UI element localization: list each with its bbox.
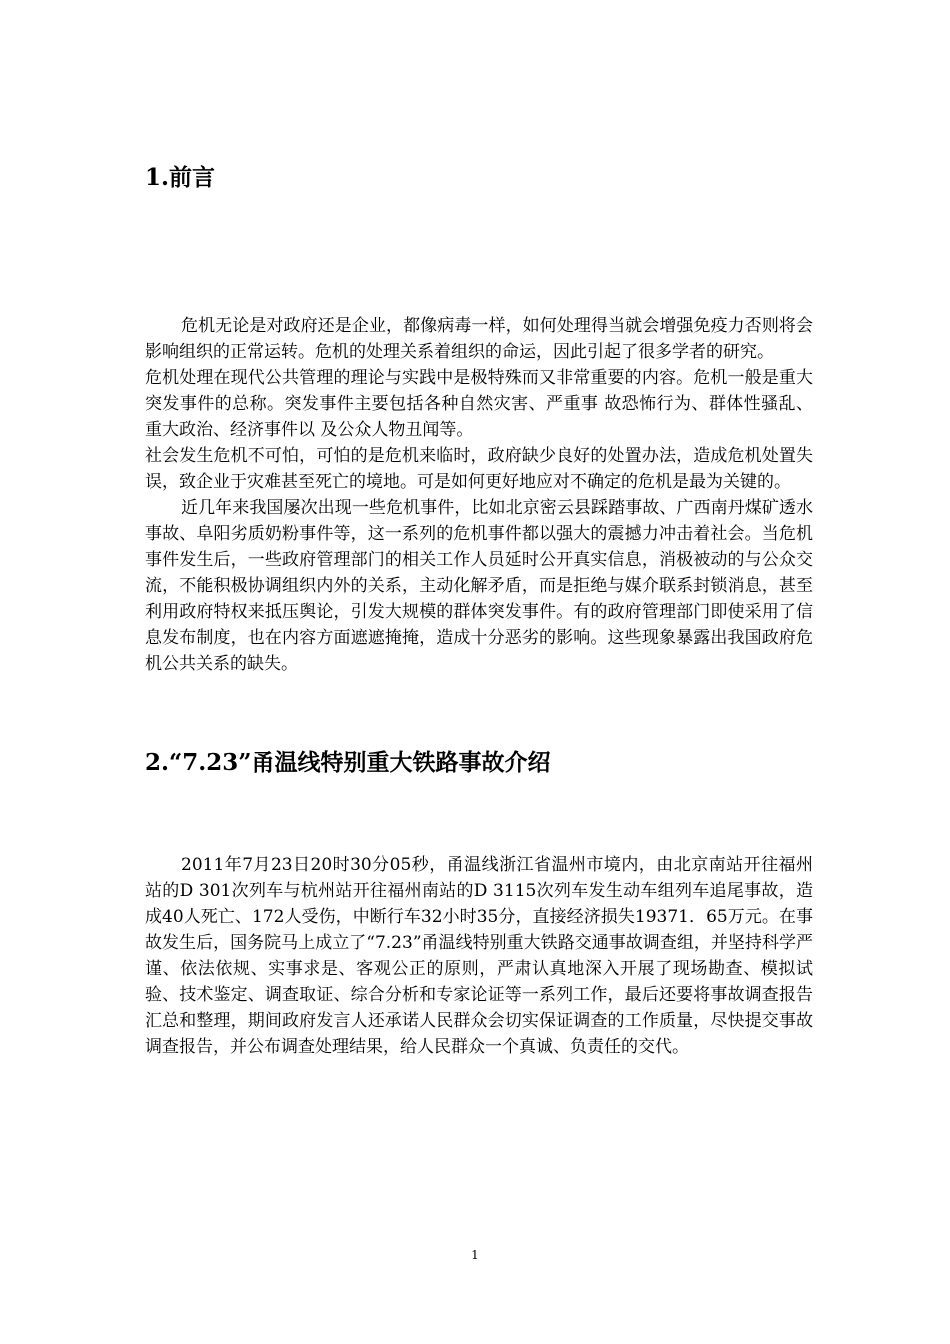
section-heading-accident-intro: 2.“7.23”甬温线特别重大铁路事故介绍 — [145, 749, 551, 776]
page-number: 1 — [471, 1248, 479, 1262]
section-heading-preface: 1.前言 — [145, 164, 216, 191]
paragraph: 近几年来我国屡次出现一些危机事件，比如北京密云县踩踏事故、广西南丹煤矿透水事故、阜阳劣质奶粉事件等，这一系列的危机事件都以强大的震撼力冲击着社会。当危机事件发生后，一些政府管理部门的相关工作人员延时公开真实信息，消极被动的与公众交流，不能积极协调组织内外的关系，主动化解矛盾，而是拒绝与媒介联系封锁消息，甚至利用政府特权来抵压舆论，引发大规模的群体突发事件。有的政府管理部门即使采用了信息发布制度，也在内容方面遮遮掩掩，造成十分恶劣的影响。这些现象暴露出我国政府危机公共关系的缺失。 — [145, 498, 813, 674]
paragraph: 危机处理在现代公共管理的理论与实践中是极特殊而又非常重要的内容。危机一般是重大突发事件的总称。突发事件主要包括各种自然灾害、严重事 故恐怖行为、群体性骚乱、重大政治、经济事件以 及公众人物丑闻等。 — [145, 368, 813, 440]
section-body-accident-intro — [145, 852, 813, 1060]
paragraph: 2011年7月23日20时30分05秒，甬温线浙江省温州市境内，由北京南站开往福州站的D 301次列车与杭州站开往福州南站的D 3115次列车发生动车组列车追尾事故，造成40人死亡、172人受伤，中断行车32小时35分，直接经济损失19371．65万元。在事故发生后，国务院马上成立了“7.23”甬温线特别重大铁路交通事故调查组，并坚持科学严谨、依法依规、实事求是、客观公正的原则，严肃认真地深入开展了现场勘查、模拟试验、技术鉴定、调查取证、综合分析和专家论证等一系列工作，最后还要将事故调查报告汇总和整理，期间政府发言人还承诺人民群众会切实保证调查的工作质量，尽快提交事故调查报告，并公布调查处理结果，给人民群众一个真诚、负责任的交代。 — [145, 855, 813, 1057]
section-body-preface — [145, 313, 813, 677]
paragraph: 社会发生危机不可怕，可怕的是危机来临时，政府缺少良好的处置办法，造成危机处置失误，致企业于灾难甚至死亡的境地。可是如何更好地应对不确定的危机是最为关键的。 — [145, 446, 813, 492]
paragraph: 危机无论是对政府还是企业，都像病毒一样，如何处理得当就会增强免疫力否则将会影响组织的正常运转。危机的处理关系着组织的命运，因此引起了很多学者的研究。 — [145, 316, 813, 362]
